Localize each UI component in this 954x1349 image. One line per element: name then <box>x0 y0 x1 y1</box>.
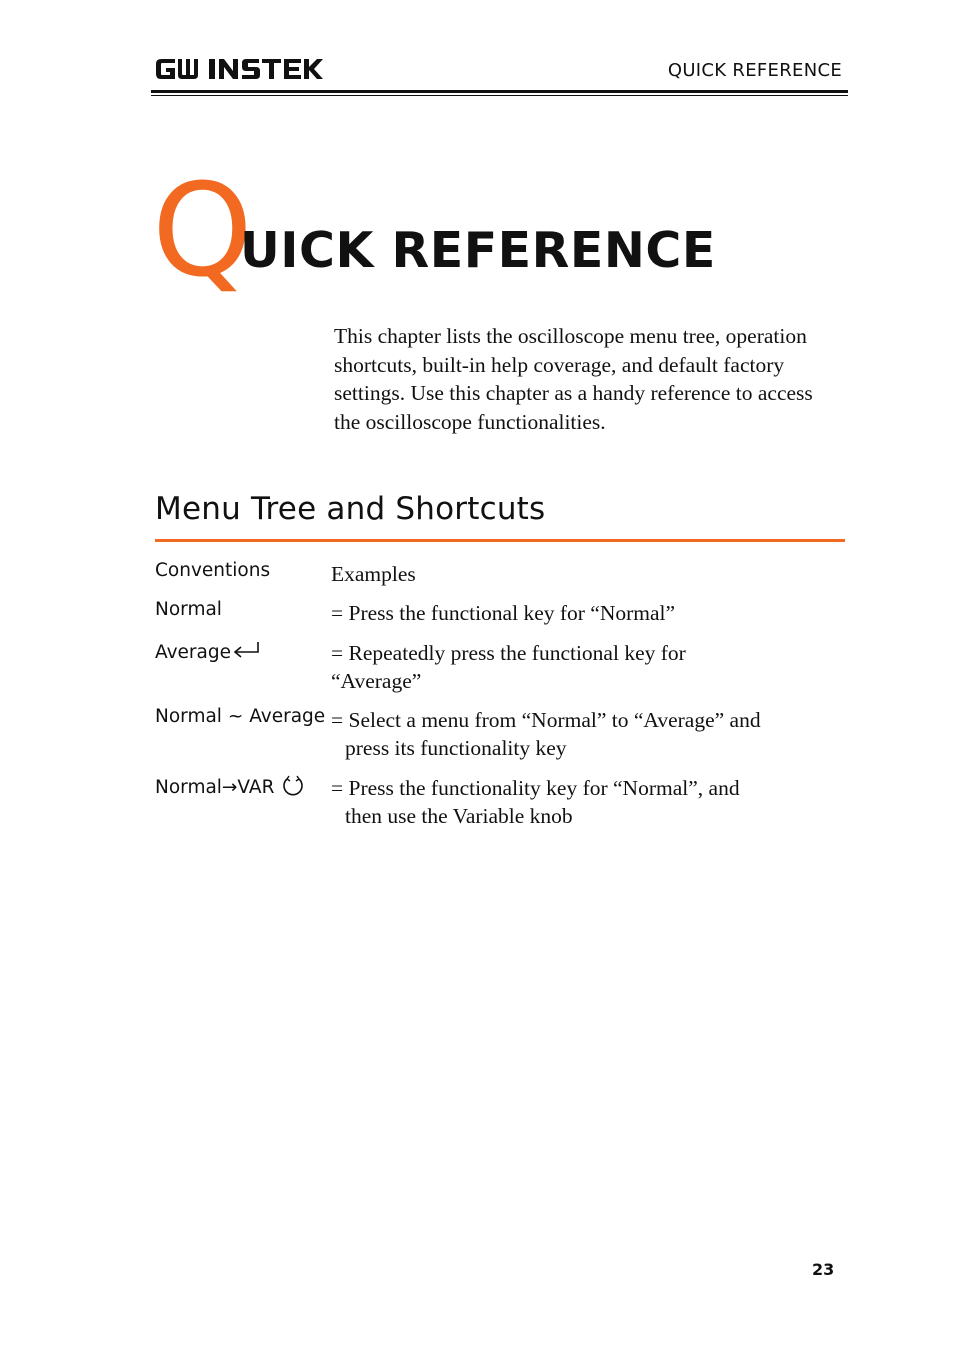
variable-knob-icon <box>280 774 306 798</box>
convention-label: Average <box>155 642 231 663</box>
convention-label-with-icon <box>155 642 260 663</box>
convention-desc-line2: “Average” <box>331 669 422 693</box>
convention-desc-line1: = Select a menu from “Normal” to “Average” and <box>331 708 761 732</box>
convention-desc <box>331 706 841 762</box>
section-rule <box>155 539 845 542</box>
convention-label-with-icon <box>155 777 306 798</box>
convention-label: Normal <box>155 599 222 620</box>
conventions-header-label: Conventions <box>155 560 271 581</box>
chapter-title: UICK REFERENCE <box>240 222 716 279</box>
page-number: 23 <box>812 1260 835 1279</box>
convention-desc-line1: = Repeatedly press the functional key for <box>331 641 686 665</box>
running-header-title: QUICK REFERENCE <box>667 60 842 81</box>
chapter-title-initial: Q <box>152 157 253 306</box>
conventions-header-desc: Examples <box>331 562 416 586</box>
convention-desc <box>331 774 841 830</box>
convention-desc-line2: then use the Variable knob <box>345 804 573 828</box>
convention-desc-line2: press its functionality key <box>345 736 567 760</box>
convention-desc <box>331 639 841 695</box>
section-heading: Menu Tree and Shortcuts <box>155 491 546 527</box>
header-rule <box>151 90 848 93</box>
convention-label: Normal ~ Average <box>155 706 326 727</box>
convention-label: Normal→VAR <box>155 777 275 798</box>
gw-instek-logo <box>153 55 325 83</box>
return-arrow-icon <box>232 640 260 662</box>
header-rule-thin <box>151 95 848 96</box>
convention-desc <box>331 599 841 627</box>
convention-desc-line1: = Press the functional key for “Normal” <box>331 601 676 625</box>
convention-desc-line1: = Press the functionality key for “Normal”, and <box>331 776 740 800</box>
chapter-intro-paragraph: This chapter lists the oscilloscope menu tree, operation shortcuts, built-in help coverage, and default factory settings. Use this chapter as a handy reference to access the oscilloscope functionalities. <box>334 324 813 434</box>
